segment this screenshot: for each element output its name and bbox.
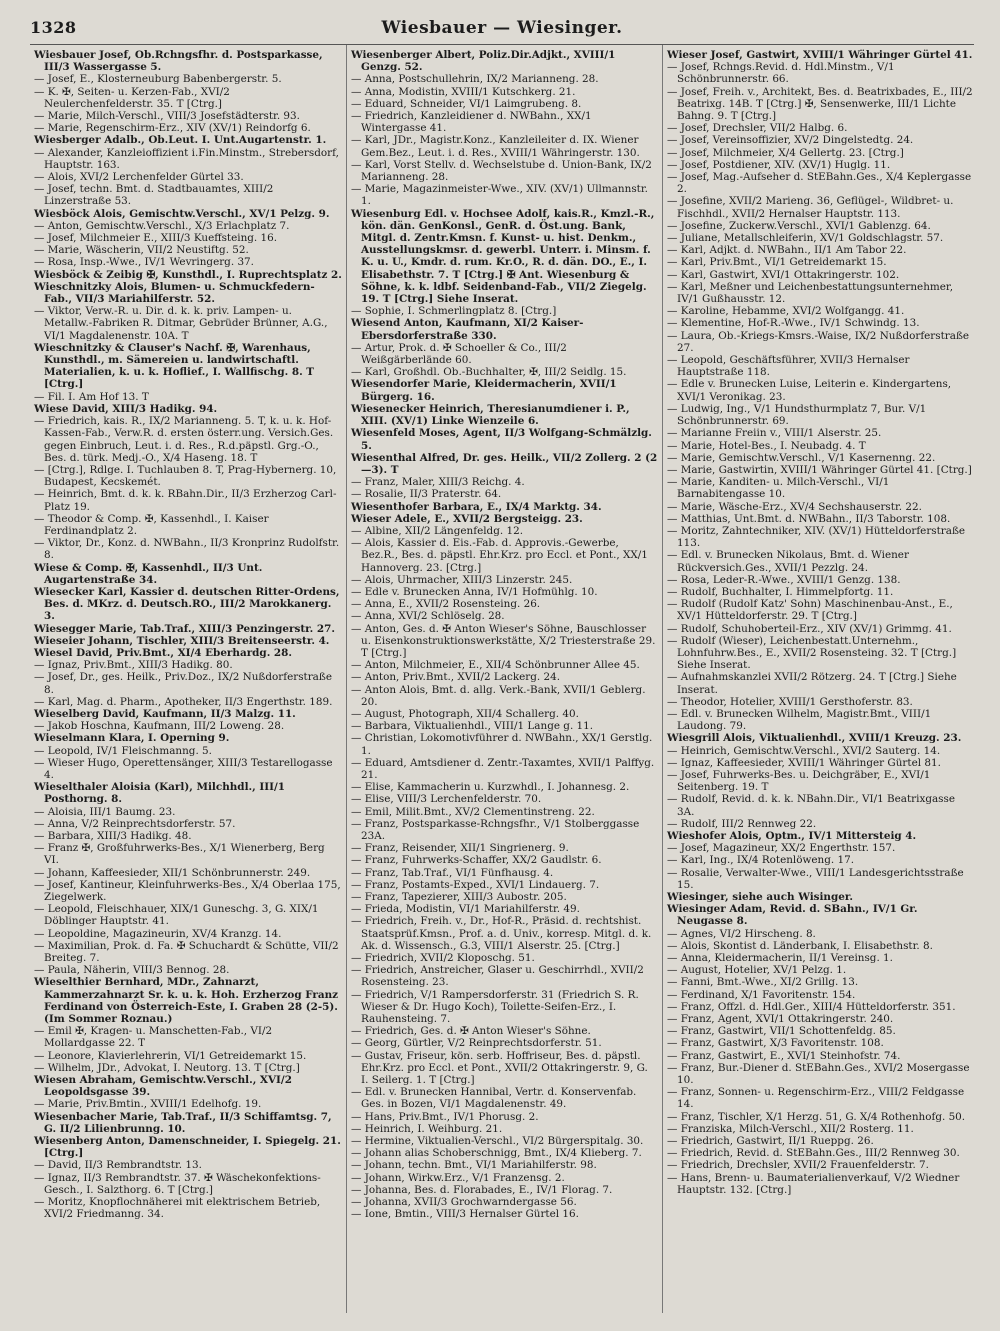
directory-entry: — Edle v. Brunecken Anna, IV/1 Hofmühlg. 10. (351, 585, 598, 598)
directory-entry: Wieschnitzky Alois, Blumen- u. Schmuckfedern-Fab., VII/3 Mariahilferstr. 52. (34, 280, 315, 306)
directory-entry: — Josef, Mag.-Aufseher d. StEBahn.Ges., X/4 Keplergasse 2. (667, 171, 972, 196)
directory-entry: — Fanni, Bmt.-Wwe., XI/2 Grillg. 13. (667, 976, 859, 989)
directory-entry: — Franz, Tab.Traf., VI/1 Fünfhausg. 4. (351, 866, 554, 879)
directory-entry: — Karl, Adjkt. d. NWBahn., II/1 Am Tabor 22. (667, 244, 907, 257)
directory-entry: Wiesböck & Zeibig ✠, Kunsthdl., I. Ruprechtsplatz 2. (34, 268, 342, 281)
directory-entry: — Moritz, Knopflochnäherei mit elektrischem Betrieb, XVI/2 Friedmanng. 34. (34, 1196, 321, 1221)
directory-entry: — Christian, Lokomotivführer d. NWBahn., XX/1 Gerstlg. 1. (351, 732, 653, 757)
directory-entry: — Eduard, Schneider, VI/1 Laimgrubeng. 8. (351, 97, 582, 110)
directory-entry: — Friedrich, XVII/2 Kloposchg. 51. (351, 952, 535, 965)
directory-entry: — Anton Alois, Bmt. d. allg. Verk.-Bank, XVII/1 Geblerg. 20. (351, 683, 646, 708)
directory-entry: Wieseier Johann, Tischler, XIII/3 Breitenseerstr. 4. (34, 634, 330, 647)
directory-entry: — Friedrich, Ges. d. ✠ Anton Wieser's Söhne. (351, 1025, 591, 1038)
directory-entry: — Johann alias Schoberschnigg, Bmt., IX/4 Klieberg. 7. (351, 1147, 642, 1160)
directory-entry: — Wieser Hugo, Operettensänger, XIII/3 Testarellogasse 4. (34, 756, 333, 781)
directory-entry: Wiese & Comp. ✠, Kassenhdl., II/3 Unt. Augartenstraße 34. (34, 561, 263, 586)
directory-entry: — Karl, Vorst Stellv. d. Wechselstube d. Union-Bank, IX/2 Marianneng. 28. (351, 158, 652, 184)
directory-entry: Wieser Josef, Gastwirt, XVIII/1 Währinger Gürtel 41. (667, 49, 973, 61)
directory-entry: Wiesenthofer Barbara, E., IX/4 Marktg. 34. (351, 500, 602, 513)
directory-entry: — Karl, Mag. d. Pharm., Apotheker, II/3 Engerthstr. 189. (34, 695, 333, 708)
directory-entry: — Heinrich, I. Weihburg. 21. (351, 1122, 503, 1135)
directory-entry: — Ignaz, Kaffeesieder, XVIII/1 Währinger Gürtel 81. (667, 756, 941, 769)
directory-entry: — Anton, Priv.Bmt., XVII/2 Lackerg. 24. (351, 671, 561, 684)
directory-entry: — Ione, Bmtin., VIII/3 Hernalser Gürtel 16. (351, 1208, 579, 1221)
directory-entry: — Anna, XVI/2 Schlöselg. 28. (351, 610, 505, 623)
directory-entry: — Aloisia, III/1 Baumg. 23. (34, 805, 176, 818)
directory-entry: — Emil, Milit.Bmt., XV/2 Clementinstreng. 22. (351, 805, 595, 818)
directory-entry: — Theodor & Comp. ✠, Kassenhdl., I. Kaiser Ferdinandplatz 2. (34, 512, 269, 537)
directory-entry: — Alois, XVI/2 Lerchenfelder Gürtel 33. (34, 171, 244, 184)
page-header (30, 16, 974, 45)
directory-entry: Wiesenberger Albert, Poliz.Dir.Adjkt., XVIII/1 Genzg. 52. (351, 49, 616, 74)
directory-entry: — Karl, JDr., Magistr.Konz., Kanzleileiter d. IX. Wiener Gem.Bez., Leut. i. d. Res., XVIII/1 Währingerstr. 130. (351, 134, 640, 159)
directory-entry: — Josef, Fuhrwerks-Bes. u. Deichgräber, E., XVI/1 Seitenberg. 19. T (667, 768, 931, 794)
directory-entry: — Marie, Wäsche-Erz., XV/4 Sechshauserstr. 22. (667, 500, 922, 513)
directory-entry: — Rosa, Insp.-Wwe., IV/1 Wevringerg. 37. (34, 256, 254, 269)
directory-entry: — [Ctrg.], Rdlge. I. Tuchlauben 8. T, Prag-Hybernerg. 10, Budapest, Kecskemét. (34, 463, 337, 489)
directory-entry: — Karl, Gastwirt, XVI/1 Ottakringerstr. 102. (667, 268, 900, 281)
running-title: Wiesbauer — Wiesinger. (381, 18, 623, 38)
directory-entry: — Theodor, Hotelier, XVIII/1 Gersthoferstr. 83. (667, 695, 913, 708)
directory-entry: — Moritz, Zahntechniker, XIV. (XV/1) Hütteldorferstraße 113. (667, 524, 966, 550)
directory-entry: — Aufnahmskanzlei XVII/2 Rötzerg. 24. T [Ctrg.] Siehe Inserat. (667, 671, 957, 696)
directory-entry: — Heinrich, Gemischtw.Verschl., XVI/2 Sauterg. 14. (667, 744, 941, 757)
directory-entry: Wiesend Anton, Kaufmann, XI/2 Kaiser-Ebersdorferstraße 330. (351, 317, 584, 342)
directory-entry: — Emil ✠, Kragen- u. Manschetten-Fab., VI/2 Mollardgasse 22. T (34, 1025, 273, 1050)
directory-entry: — Anton, Gemischtw.Verschl., X/3 Erlachplatz 7. (34, 219, 290, 232)
directory-entry: Wiesegger Marie, Tab.Traf., XIII/3 Penzingerstr. 27. (34, 622, 335, 635)
directory-entry: — Franz, Postsparkasse-Rchngsfhr., V/1 Stolberggasse 23A. (351, 817, 640, 842)
directory-entry: — Anna, E., XVII/2 Rosensteing. 26. (351, 598, 541, 611)
directory-entry: — Marianne Freiin v., VIII/1 Alserstr. 25. (667, 427, 882, 440)
directory-entry: — Ferdinand, X/1 Favoritenstr. 154. (667, 988, 856, 1001)
directory-entry: — Josef, Drechsler, VII/2 Halbg. 6. (667, 122, 848, 135)
column-middle (346, 45, 662, 1313)
directory-entry: — Juliane, Metallschleiferin, XV/1 Goldschlagstr. 57. (667, 232, 944, 245)
directory-entry: — Leopold, Fleischhauer, XIX/1 Guneschg. 3, G. XIX/1 Döblinger Hauptstr. 41. (34, 903, 319, 928)
directory-entry: — Artur, Prok. d. ✠ Schoeller & Co., III/2 Weißgärberlände 60. (351, 341, 567, 367)
directory-entry: — Anna, Postschullehrin, IX/2 Marianneng. 28. (351, 73, 599, 86)
directory-entry: — Gustav, Friseur, kön. serb. Hoffriseur, Bes. d. päpstl. Ehr.Krz. pro Eccl. et Pont., XVII/2 Ottakringerstr. 9, G. I. Seilerg. 1. T [Ctrg.] (351, 1049, 648, 1087)
directory-entry: Wiese David, XIII/3 Hadikg. 94. (34, 402, 218, 415)
directory-entry: — Josef, E., Klosterneuburg Babenbergerstr. 5. (34, 73, 282, 86)
directory-entry: — Ignaz, Priv.Bmt., XIII/3 Hadikg. 80. (34, 659, 233, 672)
directory-entry: — Marie, Magazinmeister-Wwe., XIV. (XV/1) Ullmannstr. 1. (351, 183, 648, 208)
directory-entry: Wiesel David, Priv.Bmt., XI/4 Eberhardg. 28. (34, 646, 293, 659)
directory-entry: — Franz, Gastwirt, VII/1 Schottenfeldg. 85. (667, 1025, 896, 1038)
directory-entry: — Laura, Ob.-Kriegs-Kmsrs.-Waise, IX/2 Nußdorferstraße 27. (667, 329, 970, 354)
directory-entry: — Marie, Kanditen- u. Milch-Verschl., VI/1 Barnabitengasse 10. (667, 476, 890, 501)
directory-entry: — Frieda, Modistin, VI/1 Mariahilferstr. 49. (351, 903, 580, 916)
directory-entry: Wiesenecker Heinrich, Theresianumdiener i. P., XIII. (XV/1) Linke Wienzeile 6. (351, 402, 630, 428)
directory-entry: — Josef, Vereinsoffizier, XV/2 Dingelstedtg. 24. (667, 134, 914, 147)
directory-entry: — Leopold, IV/1 Fleischmanng. 5. (34, 744, 212, 757)
directory-entry: — Rosalie, II/3 Praterstr. 64. (351, 488, 502, 501)
directory-entry: — Josef, Milchmeier, X/4 Gellertg. 23. [Ctrg.] (667, 146, 904, 159)
directory-entry: — Rosalie, Verwalter-Wwe., VIII/1 Landesgerichtsstraße 15. (667, 866, 964, 891)
directory-entry: — Rudolf (Wieser), Leichenbestatt.Unternehm., Lohnfuhrw.Bes., E., XVII/2 Rosensteing. 32. T [Ctrg.] Siehe Inserat. (667, 634, 957, 672)
directory-entry: — Friedrich, Kanzleidiener d. NWBahn., XX/1 Wintergasse 41. (351, 110, 592, 135)
directory-entry: — Karoline, Hebamme, XVI/2 Wolfgangg. 41. (667, 305, 905, 318)
directory-entry: — Edl. v. Brunecken Hannibal, Vertr. d. Konservenfab. Ges. in Bozen, VI/1 Magdalenenstr. 49. (351, 1086, 637, 1111)
directory-entry: — Viktor, Verw.-R. u. Dir. d. k. k. priv. Lampen- u. Metallw.-Fabriken R. Ditmar, Gebrüder Brünner, A.G., VI/1 Magdalenenstr. 10A. T (34, 305, 328, 342)
directory-entry: — Hans, Brenn- u. Baumaterialienverkauf, V/2 Wiedner Hauptstr. 132. [Ctrg.] (667, 1171, 960, 1196)
directory-entry: — Franziska, Milch-Verschl., XII/2 Rosterg. 11. (667, 1122, 914, 1135)
directory-entry: — Johanna, XVII/3 Grochwarndergasse 56. (351, 1196, 577, 1209)
directory-entry: — Barbara, Viktualienhdl., VIII/1 Lange g. 11. (351, 720, 594, 733)
directory-entry: — Alois, Kassier d. Eis.-Fab. d. Approvis.-Gewerbe, Bez.R., Bes. d. päpstl. Ehr.Krz. pro Eccl. et Pont., XX/1 Hannoverg. 23. [Ctrg.] (351, 537, 648, 574)
directory-entry: — Franz, Bur.-Diener d. StEBahn.Ges., XVI/2 Mosergasse 10. (667, 1061, 970, 1087)
directory-entry: Wieselthier Bernhard, MDr., Zahnarzt, Kammerzahnarzt Sr. k. u. k. Hoh. Erzherzog Franz Ferdinand von Österreich-Este, I. Graben 28 (2-5). (Im Sommer Roznau.) (34, 976, 339, 1026)
directory-entry: — Marie, Milch-Verschl., VIII/3 Josefstädterstr. 93. (34, 110, 300, 123)
directory-entry: Wieser Adele, E., XVII/2 Bergsteigg. 23. (351, 512, 583, 525)
directory-entry: — Friedrich, Gastwirt, II/1 Rueppg. 26. (667, 1135, 874, 1148)
directory-entry: Wiesgrill Alois, Viktualienhdl., XVIII/1 Kreuzg. 23. (667, 732, 962, 745)
directory-entry: Wiesinger, siehe auch Wisinger. (667, 891, 853, 904)
directory-entry: — Friedrich, kais. R., IX/2 Marianneng. 5. T, k. u. k. Hof-Kassen-Fab., Verw.R. d. ersten österr.ung. Versich.Ges. gegen Einbruch, Leut. i. d. Res., R.d.päpstl. Grg.-O., Bes. d. türk. Medj.-O., X/4 Haseng. 18. T (34, 415, 334, 464)
directory-entry: — Leopold, Geschäftsführer, XVII/3 Hernalser Hauptstraße 118. (667, 354, 910, 379)
directory-entry: — Johann, techn. Bmt., VI/1 Mariahilferstr. 98. (351, 1159, 597, 1172)
directory-entry: — Alois, Skontist d. Länderbank, I. Elisabethstr. 8. (667, 939, 933, 952)
directory-entry: Wiesberger Adalb., Ob.Leut. I. Unt.Augartenstr. 1. (34, 134, 327, 147)
directory-entry: — Alois, Uhrmacher, XIII/3 Linzerstr. 245. (351, 573, 573, 586)
directory-entry: — Rudolf, Buchhalter, I. Himmelpfortg. 11. (667, 585, 894, 598)
directory-entry: — Josef, Kantineur, Kleinfuhrwerks-Bes., X/4 Oberlaa 175, Ziegelwerk. (34, 878, 341, 904)
directory-entry: — Franz, Tischler, X/1 Herzg. 51, G. X/4 Rothenhofg. 50. (667, 1110, 966, 1123)
directory-entry: Wiesenberg Anton, Damenschneider, I. Spiegelg. 21. [Ctrg.] (34, 1135, 341, 1160)
directory-entry: Wieshofer Alois, Optm., IV/1 Mittersteig 4. (667, 830, 917, 842)
directory-entry: — Marie, Hotel-Bes., I. Neubadg. 4. T (667, 439, 866, 452)
directory-entry: — Maximilian, Prok. d. Fa. ✠ Schuchardt & Schütte, VII/2 Breiteg. 7. (34, 939, 339, 965)
directory-entry: — Georg, Gürtler, V/2 Reinprechtsdorferstr. 51. (351, 1037, 602, 1050)
directory-entry: — Matthias, Unt.Bmt. d. NWBahn., II/3 Taborstr. 108. (667, 512, 951, 525)
page-number: 1328 (30, 18, 77, 37)
directory-entry: — Anna, V/2 Reinprechtsdorferstr. 57. (34, 817, 236, 830)
directory-entry: — Hermine, Viktualien-Verschl., VI/2 Bürgerspitalg. 30. (351, 1135, 644, 1148)
directory-entry: Wiesen Abraham, Gemischtw.Verschl., XVI/2 Leopoldsgasse 39. (34, 1074, 292, 1099)
directory-entry: — Friedrich, Freih. v., Dr., Hof-R., Präsid. d. rechtshist. Staatsprüf.Kmsn., Prof. a. d. Univ., korresp. Mitgl. d. k. Ak. d. Wissensch., G.3, VIII/1 Alserstr. 25. [Ctrg.] (351, 915, 652, 952)
directory-entry: Wiesenburg Edl. v. Hochsee Adolf, kais.R., Kmzl.-R., kön. dän. GenKonsl., GenR. d. Öst.ung. Bank, Mitgl. d. Zentr.Kmsn. f. Kunst- u. hist. Denkm., Ausstellungskmsr. d. gewerbl. Unterr. i. Minsm. f. K. u. U., Kmdr. d. rum. Kr.O., R. d. dän. DO., E., I. Elisabethstr. 7. T [Ctrg.] ✠ Ant. Wiesenburg & Söhne, k. k. ldbf. Seidenband-Fab., VII/2 Ziegelg. 19. T [Ctrg.] Siehe Inserat. (351, 207, 655, 306)
directory-entry: — Rosa, Leder-R.-Wwe., XVIII/1 Genzg. 138. (667, 573, 901, 586)
directory-entry: — Edl. v. Brunecken Nikolaus, Bmt. d. Wiener Rückversich.Ges., XVII/1 Pezzlg. 24. (667, 549, 909, 574)
directory-entry: — Elise, Kammacherin u. Kurzwhdl., I. Johannesg. 2. (351, 781, 630, 794)
directory-entry: — Josef, Freih. v., Architekt, Bes. d. Beatrixbades, E., III/2 Beatrixg. 14B. T [Ctrg.] ✠, Sensenwerke, III/1 Lichte Bahng. 9. T [Ctrg.] (667, 85, 973, 123)
directory-entry: — Rudolf (Rudolf Katz' Sohn) Maschinenbau-Anst., E., XV/1 Hütteldorferstr. 29. T [Ctrg.] (667, 598, 953, 623)
directory-entry: — Franz, Gastwirt, E., XVI/1 Steinhofstr. 74. (667, 1049, 901, 1062)
column-right (662, 45, 974, 1313)
directory-entry: — Karl, Meßner und Leichenbestattungsunternehmer, IV/1 Gußhausstr. 12. (667, 280, 954, 306)
directory-entry: — Josef, Magazineur, XX/2 Engerthstr. 157. (667, 842, 896, 855)
directory-entry: — Wilhelm, JDr., Advokat, I. Neutorg. 13. T [Ctrg.] (34, 1061, 300, 1074)
directory-entry: — Franz, Tapezierer, XIII/3 Aubostr. 205. (351, 891, 567, 904)
directory-entry: — Johann, Wirkw.Erz., V/1 Franzensg. 2. (351, 1171, 565, 1184)
directory-entry: Wiesböck Alois, Gemischtw.Verschl., XV/1 Pelzg. 9. (34, 207, 330, 220)
directory-entry: Wiesenbacher Marie, Tab.Traf., II/3 Schiffamtsg. 7, G. II/2 Lilienbrunng. 10. (34, 1110, 332, 1135)
directory-entry: — Friedrich, Drechsler, XVII/2 Frauenfelderstr. 7. (667, 1159, 929, 1172)
directory-entry: — Alexander, Kanzleioffizient i.Fin.Minstm., Strebersdorf, Hauptstr. 163. (34, 146, 339, 171)
directory-entry: — Klementine, Hof-R.-Wwe., IV/1 Schwindg. 13. (667, 317, 920, 330)
directory-entry: — Sophie, I. Schmerlingplatz 8. [Ctrg.] (351, 305, 557, 318)
directory-entry: — Josefine, Zuckerw.Verschl., XVI/1 Gablenzg. 64. (667, 219, 931, 232)
directory-entry: — Leonore, Klavierlehrerin, VI/1 Getreidemarkt 15. (34, 1049, 307, 1062)
directory-entry: — Friedrich, V/1 Rampersdorferstr. 31 (Friedrich S. R. Wieser & Dr. Hugo Koch), Toilette-Seifen-Erz., I. Rauhensteing. 7. (351, 988, 639, 1026)
directory-entry: — August, Photograph, XII/4 Schallerg. 40. (351, 707, 579, 720)
directory-entry: — Marie, Gastwirtin, XVIII/1 Währinger Gürtel 41. [Ctrg.] (667, 463, 972, 476)
directory-entry: — Rudolf, III/2 Rennweg 22. (667, 817, 817, 830)
directory-entry: Wieschnitzky & Clauser's Nachf. ✠, Warenhaus, Kunsthdl., m. Sämereien u. landwirtschaftl. Materialien, k. u. k. Hoflief., I. Wallfischg. 8. T [Ctrg.] (34, 341, 315, 391)
directory-entry: Wiesecker Karl, Kassier d. deutschen Ritter-Ordens, Bes. d. MKrz. d. Deutsch.RO., III/2 Marokkanerg. 3. (34, 585, 340, 623)
directory-entry: — Franz, Reisender, XII/1 Singrienerg. 9. (351, 842, 569, 855)
directory-entry: — August, Hotelier, XV/1 Pelzg. 1. (667, 964, 847, 977)
directory-entry: — Franz, Postamts-Exped., XVI/1 Lindauerg. 7. (351, 878, 600, 891)
directory-entry: — Friedrich, Anstreicher, Glaser u. Geschirrhdl., XVII/2 Rosensteing. 23. (351, 964, 644, 989)
directory-entry: — Jakob Hoschna, Kaufmann, III/2 Loweng. 28. (34, 720, 285, 733)
directory-entry: — Paula, Näherin, VIII/3 Bennog. 28. (34, 964, 230, 977)
directory-entry: — Marie, Wäscherin, VII/2 Neustiftg. 52. (34, 244, 249, 257)
directory-entry: — Josef, techn. Bmt. d. Stadtbauamtes, XIII/2 Linzerstraße 53. (34, 183, 274, 208)
directory-entry: — Barbara, XIII/3 Hadikg. 48. (34, 830, 192, 842)
directory-entry: Wiesenfeld Moses, Agent, II/3 Wolfgang-Schmälzlg. 5. (351, 427, 652, 452)
directory-entry: — David, II/3 Rembrandtstr. 13. (34, 1159, 202, 1172)
directory-entry: — Josef, Dr., ges. Heilk., Priv.Doz., IX/2 Nußdorferstraße 8. (34, 671, 332, 696)
directory-entry: — Anton, Milchmeier, E., XII/4 Schönbrunner Allee 45. (351, 659, 640, 672)
directory-entry: Wieselberg David, Kaufmann, II/3 Malzg. 11. (34, 707, 296, 720)
directory-entry: — Franz, Sonnen- u. Regenschirm-Erz., VIII/2 Feldgasse 14. (667, 1086, 965, 1111)
directory-entry: — Franz, Agent, XVI/1 Ottakringerstr. 240. (667, 1013, 894, 1026)
directory-entry: — Josef, Rchngs.Revid. d. Hdl.Minstm., V/1 Schönbrunnerstr. 66. (667, 61, 895, 86)
directory-entry: — Anna, Kleidermacherin, II/1 Vereinsg. 1. (667, 952, 893, 965)
directory-entry: Wieselmann Klara, I. Operning 9. (34, 732, 230, 745)
directory-entry: Wiesendorfer Marie, Kleidermacherin, XVII/1 Bürgerg. 16. (351, 378, 617, 403)
directory-entry: — Hans, Priv.Bmt., IV/1 Phorusg. 2. (351, 1110, 539, 1123)
directory-entry: — Ignaz, II/3 Rembrandtstr. 37. ✠ Wäschekonfektions-Gesch., I. Salzthorg. 6. T [Ctrg.] (34, 1171, 321, 1196)
directory-entry: — Josefine, XVII/2 Marieng. 36, Geflügel-, Wildbret- u. Fischhdl., XVII/2 Hernalser Hauptstr. 113. (667, 195, 954, 220)
directory-entry: — Karl, Ing., IX/4 Rotenlöweng. 17. (667, 854, 855, 867)
directory-entry: — Edl. v. Brunecken Wilhelm, Magistr.Bmt., VIII/1 Laudong. 79. (667, 707, 932, 733)
directory-entry: — Rudolf, Schuhoberteil-Erz., XIV (XV/1) Grimmg. 41. (667, 622, 952, 635)
directory-entry: — Karl, Großhdl. Ob.-Buchhalter, ✠, III/2 Seidlg. 15. (351, 366, 627, 379)
directory-entry: — Edle v. Brunecken Luise, Leiterin e. Kindergartens, XVI/1 Veronikag. 23. (667, 378, 952, 403)
directory-entry: — Johanna, Bes. d. Florabades, E., IV/1 Florag. 7. (351, 1183, 613, 1196)
directory-entry: — Rudolf, Revid. d. k. k. NBahn.Dir., VI/1 Beatrixgasse 3A. (667, 793, 955, 818)
columns (30, 45, 974, 1313)
directory-entry: Wiesbauer Josef, Ob.Rchngsfhr. d. Postsparkasse, III/3 Wassergasse 5. (34, 49, 323, 74)
directory-entry: — Viktor, Dr., Konz. d. NWBahn., II/3 Kronprinz Rudolfstr. 8. (34, 537, 340, 562)
directory-entry: — Marie, Priv.Bmtin., XVIII/1 Edelhofg. 19. (34, 1098, 262, 1111)
directory-entry: — Leopoldine, Magazineurin, XV/4 Kranzg. 14. (34, 927, 282, 940)
directory-entry: Wiesenthal Alfred, Dr. ges. Heilk., VII/2 Zollerg. 2 (2—3). T (351, 451, 658, 476)
directory-entry: — Marie, Regenschirm-Erz., XIV (XV/1) Reindorfg 6. (34, 122, 311, 135)
directory-entry: — Franz, Gastwirt, X/3 Favoritenstr. 108. (667, 1037, 884, 1050)
directory-entry: — Johann, Kaffeesieder, XII/1 Schönbrunnerstr. 249. (34, 866, 311, 879)
directory-entry: — Marie, Gemischtw.Verschl., V/1 Kasernenng. 22. (667, 451, 936, 464)
directory-entry: Wieselthaler Aloisia (Karl), Milchhdl., III/1 Posthorng. 8. (34, 781, 285, 806)
directory-entry: Wiesinger Adam, Revid. d. SBahn., IV/1 Gr. Neugasse 8. (667, 903, 918, 928)
directory-entry: — Anton, Ges. d. ✠ Anton Wieser's Söhne, Bauschlosser u. Eisenkonstruktionswerkstätte, X/2 Triesterstraße 29. T [Ctrg.] (351, 622, 656, 659)
directory-entry: — Ludwig, Ing., V/1 Hundsthurmplatz 7, Bur. V/1 Schönbrunnerstr. 69. (667, 402, 927, 428)
directory-entry: — Josef, Milchmeier E., XIII/3 Kueffsteing. 16. (34, 232, 278, 245)
directory-entry: — Franz, Fuhrwerks-Schaffer, XX/2 Gaudlstr. 6. (351, 854, 602, 867)
directory-entry: — K. ✠, Seiten- u. Kerzen-Fab., XVI/2 Neulerchenfelderstr. 35. T [Ctrg.] (34, 85, 230, 110)
column-left (30, 45, 346, 1313)
directory-entry: — Heinrich, Bmt. d. k. k. RBahn.Dir., II/3 Erzherzog Carl-Platz 19. (34, 488, 337, 513)
directory-entry: — Elise, VIII/3 Lerchenfelderstr. 70. (351, 793, 542, 806)
directory-entry: — Albine, XII/2 Längenfeldg. 12. (351, 524, 523, 537)
directory-entry: — Josef, Postdiener, XIV. (XV/1) Huglg. 11. (667, 158, 891, 171)
directory-entry: — Fil. I. Am Hof 13. T (34, 390, 149, 403)
directory-entry: — Friedrich, Revid. d. StEBahn.Ges., III/2 Rennweg 30. (667, 1147, 960, 1160)
directory-entry: — Franz, Maler, XIII/3 Reichg. 4. (351, 476, 525, 489)
directory-entry: — Eduard, Amtsdiener d. Zentr.-Taxamtes, XVII/1 Palffyg. 21. (351, 756, 655, 781)
directory-entry: — Anna, Modistin, XVIII/1 Kutschkerg. 21. (351, 85, 576, 98)
directory-entry: — Agnes, VI/2 Hirscheng. 8. (667, 927, 816, 940)
directory-entry: — Franz, Offzl. d. Hdl.Ger., XIII/4 Hütteldorferstr. 351. (667, 1000, 956, 1013)
directory-entry: — Karl, Priv.Bmt., VI/1 Getreidemarkt 15. (667, 256, 887, 269)
directory-entry: — Franz ✠, Großfuhrwerks-Bes., X/1 Wienerberg, Berg VI. (34, 842, 325, 867)
